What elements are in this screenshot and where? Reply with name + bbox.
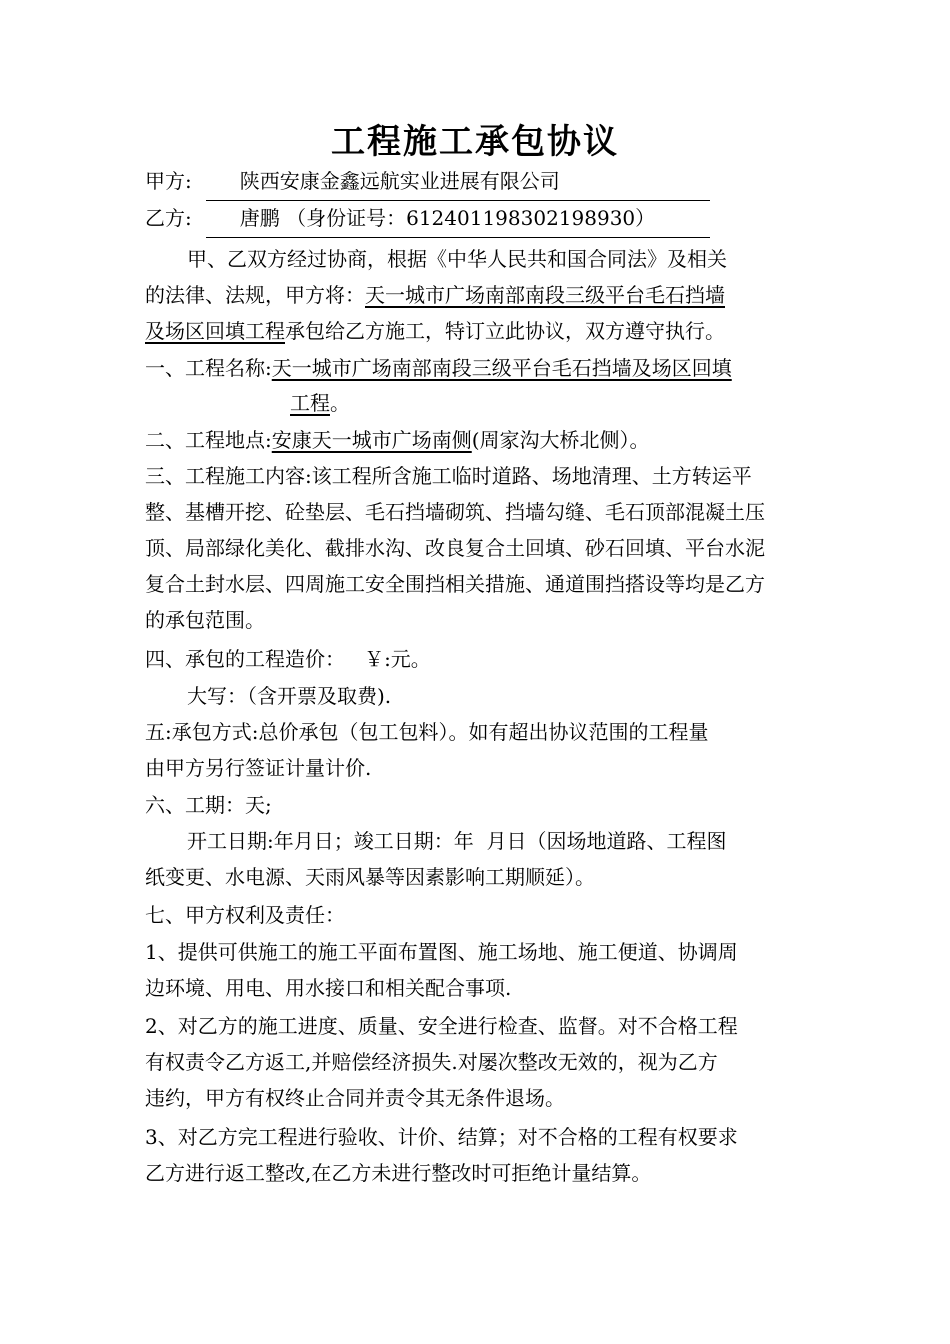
section-7-item-1-line-2: 边环境、用电、用水接口和相关配合事项. bbox=[145, 976, 512, 1000]
section-6-line-2: 开工日期:年月日；竣工日期：年 月日（因场地道路、工程图 bbox=[187, 829, 727, 853]
intro-line-1: 甲、乙双方经过协商，根据《中华人民共和国合同法》及相关 bbox=[187, 247, 727, 271]
party-a-line bbox=[145, 163, 710, 201]
section-7-heading: 七、甲方权利及责任： bbox=[145, 903, 345, 927]
document-title: 工程施工承包协议 bbox=[331, 122, 619, 162]
section-7-item-3-line-2: 乙方进行返工整改,在乙方未进行整改时可拒绝计量结算。 bbox=[145, 1161, 652, 1185]
section-1-end: 。 bbox=[330, 391, 350, 415]
section-3-line-5: 的承包范围。 bbox=[145, 608, 265, 632]
party-b-value: 唐鹏 （身份证号：612401198302198930） bbox=[239, 206, 656, 230]
project-name-inline-cont: 及场区回填工程 bbox=[145, 319, 285, 343]
section-3-line-1: 三、工程施工内容:该工程所含施工临时道路、场地清理、土方转运平 bbox=[145, 464, 752, 488]
section-2-value: 安康天一城市广场南侧 bbox=[271, 428, 472, 452]
party-a-value: 陕西安康金鑫远航实业进展有限公司 bbox=[239, 169, 560, 193]
party-a-label: 甲方: bbox=[145, 169, 192, 193]
section-7-item-2-line-3: 违约，甲方有权终止合同并责令其无条件退场。 bbox=[145, 1086, 565, 1110]
section-7-item-2-line-1: 2、对乙方的施工进度、质量、安全进行检查、监督。对不合格工程 bbox=[145, 1014, 738, 1038]
section-4-line-2: 大写：（含开票及取费). bbox=[187, 684, 392, 708]
party-b-label: 乙方: bbox=[145, 206, 192, 230]
section-2-line bbox=[145, 422, 650, 459]
section-5-line-1: 五:承包方式:总价承包（包工包料）。如有超出协议范围的工程量 bbox=[145, 720, 709, 744]
section-2-rest: (周家沟大桥北侧）。 bbox=[471, 428, 650, 452]
intro-line-2 bbox=[145, 277, 725, 314]
section-1-label: 一、工程名称: bbox=[145, 356, 272, 380]
party-a-field bbox=[206, 163, 710, 201]
section-6-line-3: 纸变更、水电源、天雨风暴等因素影响工期顺延）。 bbox=[145, 865, 595, 889]
intro-line-3 bbox=[145, 313, 725, 350]
section-1-line bbox=[145, 350, 732, 387]
section-1-value: 天一城市广场南部南段三级平台毛石挡墙及场区回填 bbox=[271, 356, 732, 380]
intro-line-2-text: 的法律、法规，甲方将： bbox=[145, 283, 365, 307]
section-5-line-2: 由甲方另行签证计量计价. bbox=[145, 756, 372, 780]
party-b-field bbox=[206, 200, 710, 238]
section-4-line-1: 四、承包的工程造价： ￥:元。 bbox=[145, 647, 431, 671]
section-7-item-2-line-2: 有权责令乙方返工,并赔偿经济损失.对屡次整改无效的，视为乙方 bbox=[145, 1050, 718, 1074]
section-2-label: 二、工程地点: bbox=[145, 428, 272, 452]
section-7-item-3-line-1: 3、对乙方完工程进行验收、计价、结算；对不合格的工程有权要求 bbox=[145, 1125, 738, 1149]
section-7-item-1-line-1: 1、提供可供施工的施工平面布置图、施工场地、施工便道、协调周 bbox=[145, 940, 738, 964]
section-6-line-1: 六、工期：天; bbox=[145, 793, 272, 817]
intro-line-3-text: 承包给乙方施工，特订立此协议，双方遵守执行。 bbox=[285, 319, 725, 343]
section-1-line-2 bbox=[290, 385, 350, 422]
section-3-line-2: 整、基槽开挖、砼垫层、毛石挡墙砌筑、挡墙勾缝、毛石顶部混凝土压 bbox=[145, 500, 765, 524]
section-3-line-4: 复合土封水层、四周施工安全围挡相关措施、通道围挡搭设等均是乙方 bbox=[145, 572, 765, 596]
project-name-inline: 天一城市广场南部南段三级平台毛石挡墙 bbox=[365, 283, 725, 307]
party-b-line bbox=[145, 200, 710, 238]
section-1-value-cont: 工程 bbox=[290, 391, 330, 415]
section-3-line-3: 顶、局部绿化美化、截排水沟、改良复合土回填、砂石回填、平台水泥 bbox=[145, 536, 765, 560]
